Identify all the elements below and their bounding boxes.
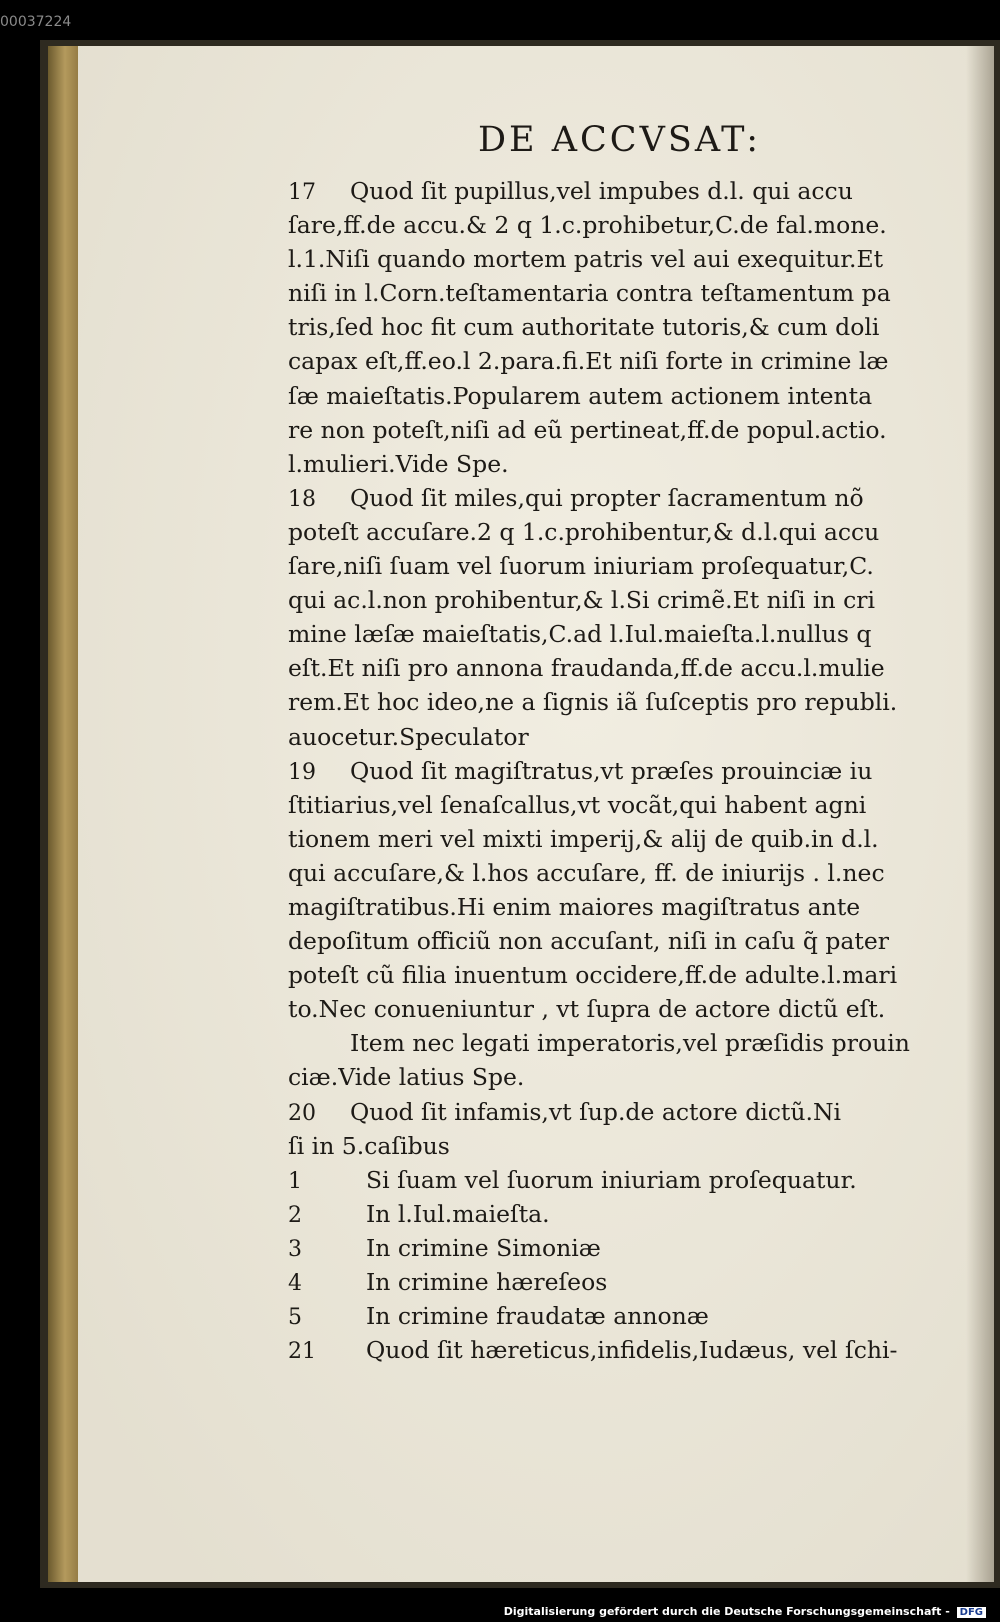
- text-line: [288, 754, 958, 788]
- line-number: 20: [288, 1100, 316, 1126]
- text-line: [288, 890, 958, 924]
- line-text: Quod ſit infamis,vt ſup.de actore dictũ.Ni: [350, 1097, 842, 1126]
- text-line: [288, 1026, 958, 1060]
- line-text: l.1.Niſi quando mortem patris vel aui exequitur.Et: [288, 245, 884, 274]
- text-line: [288, 1095, 958, 1129]
- line-text: In crimine fraudatæ annonæ: [366, 1302, 709, 1331]
- line-text: Quod ſit magiſtratus,vt præſes prouinciæ iu: [350, 756, 873, 785]
- line-text: poteſt cũ filia inuentum occidere,ff.de adulte.l.mari: [288, 961, 898, 990]
- running-head: DE ACCVSAT:: [478, 120, 762, 160]
- text-line: [288, 276, 958, 310]
- line-text: ciæ.Vide latius Spe.: [288, 1063, 525, 1092]
- line-text: tionem meri vel mixti imperij,& alij de quib.in d.l.: [288, 824, 879, 853]
- text-line: [288, 413, 958, 447]
- text-line: [288, 992, 958, 1026]
- line-text: poteſt accuſare.2 q 1.c.prohibentur,& d.l.qui accu: [288, 517, 880, 546]
- line-text: eſt.Et niſi pro annona fraudanda,ff.de accu.l.mulie: [288, 654, 885, 683]
- text-block: [288, 174, 958, 1367]
- text-line: [288, 208, 958, 242]
- text-line: [288, 958, 958, 992]
- text-line: [288, 1231, 958, 1265]
- line-text: ſare,niſi ſuam vel ſuorum iniuriam proſequatur,C.: [288, 552, 874, 581]
- line-text: auocetur.Speculator: [288, 722, 529, 751]
- text-line: [288, 924, 958, 958]
- text-line: [288, 310, 958, 344]
- page-edge: [48, 46, 82, 1582]
- line-number: 1: [288, 1168, 302, 1194]
- line-text: qui accuſare,& l.hos accuſare, ff. de iniurijs . l.nec: [288, 858, 885, 887]
- text-line: [288, 856, 958, 890]
- line-text: In crimine Simoniæ: [366, 1233, 601, 1262]
- text-line: [288, 174, 958, 208]
- text-line: [288, 685, 958, 719]
- scan-id-label: 00037224: [0, 14, 72, 30]
- line-text: Si ſuam vel ſuorum iniuriam proſequatur.: [366, 1165, 857, 1194]
- line-text: depoſitum officiũ non accuſant, niſi in caſu q̃ pater: [288, 927, 889, 956]
- line-text: ſtitiarius,vel ſenaſcallus,vt vocãt,qui habent agni: [288, 790, 867, 819]
- line-text: niſi in l.Corn.teſtamentaria contra teſtamentum pa: [288, 279, 891, 308]
- dfg-logo: DFG: [957, 1607, 986, 1618]
- line-text: In crimine hæreſeos: [366, 1268, 608, 1296]
- footer-credit: [504, 1605, 986, 1618]
- text-line: [288, 651, 958, 685]
- line-number: 3: [288, 1236, 302, 1262]
- text-line: [288, 549, 958, 583]
- line-number: 5: [288, 1305, 302, 1331]
- text-line: [288, 1060, 958, 1094]
- footer-text: Digitalisierung gefördert durch die Deutsche Forschungsgemeinschaft -: [503, 1605, 950, 1618]
- text-line: [288, 583, 958, 617]
- text-line: [288, 617, 958, 651]
- text-line: [288, 788, 958, 822]
- line-text: magiſtratibus.Hi enim maiores magiſtratus ante: [288, 892, 861, 921]
- line-number: 18: [288, 486, 316, 512]
- text-line: [288, 720, 958, 754]
- page-gutter-shadow: [966, 46, 994, 1582]
- text-line: [288, 481, 958, 515]
- line-number: 19: [288, 759, 316, 785]
- text-line: [288, 242, 958, 276]
- book-page: [78, 46, 994, 1582]
- line-text: In l.Iul.maieſta.: [366, 1199, 550, 1228]
- text-line: [288, 344, 958, 378]
- line-text: mine læſæ maieſtatis,C.ad l.Iul.maieſta.l.nullus q: [288, 620, 872, 649]
- line-text: Quod ſit pupillus,vel impubes d.l. qui accu: [350, 177, 853, 205]
- text-line: [288, 1129, 958, 1163]
- text-line: [288, 1197, 958, 1231]
- line-text: ſare,ff.de accu.& 2 q 1.c.prohibetur,C.de fal.mone.: [288, 211, 887, 240]
- text-line: [288, 447, 958, 481]
- text-line: [288, 515, 958, 549]
- line-text: capax eſt,ff.eo.l 2.para.fi.Et niſi forte in crimine læ: [288, 347, 889, 376]
- text-line: [288, 1163, 958, 1197]
- line-number: 4: [288, 1271, 302, 1296]
- line-text: Item nec legati imperatoris,vel præſidis prouin: [350, 1029, 910, 1058]
- line-number: 21: [288, 1339, 316, 1365]
- text-line: [288, 379, 958, 413]
- text-line: [288, 1299, 958, 1333]
- line-number: 17: [288, 180, 316, 205]
- line-text: to.Nec conueniuntur , vt ſupra de actore dictũ eſt.: [288, 995, 886, 1024]
- text-line: [288, 822, 958, 856]
- line-text: ſi in 5.caſibus: [288, 1131, 450, 1160]
- line-text: tris,ſed hoc fit cum authoritate tutoris,& cum doli: [288, 313, 880, 342]
- line-text: l.mulieri.Vide Spe.: [288, 449, 509, 478]
- line-text: Quod ſit hæreticus,infidelis,Iudæus, vel ſchi-: [366, 1336, 898, 1365]
- line-text: Quod ſit miles,qui propter ſacramentum nõ: [350, 483, 864, 512]
- line-number: 2: [288, 1202, 302, 1228]
- line-text: qui ac.l.non prohibentur,& l.Si crimẽ.Et niſi in cri: [288, 586, 876, 615]
- line-text: ſæ maieſtatis.Popularem autem actionem intenta: [288, 381, 873, 410]
- line-text: rem.Et hoc ideo,ne a ſignis iã ſuſceptis pro republi.: [288, 688, 898, 717]
- text-line: [288, 1333, 958, 1367]
- text-line: [288, 1265, 958, 1299]
- line-text: re non poteſt,niſi ad eũ pertineat,ff.de popul.actio.: [288, 415, 887, 444]
